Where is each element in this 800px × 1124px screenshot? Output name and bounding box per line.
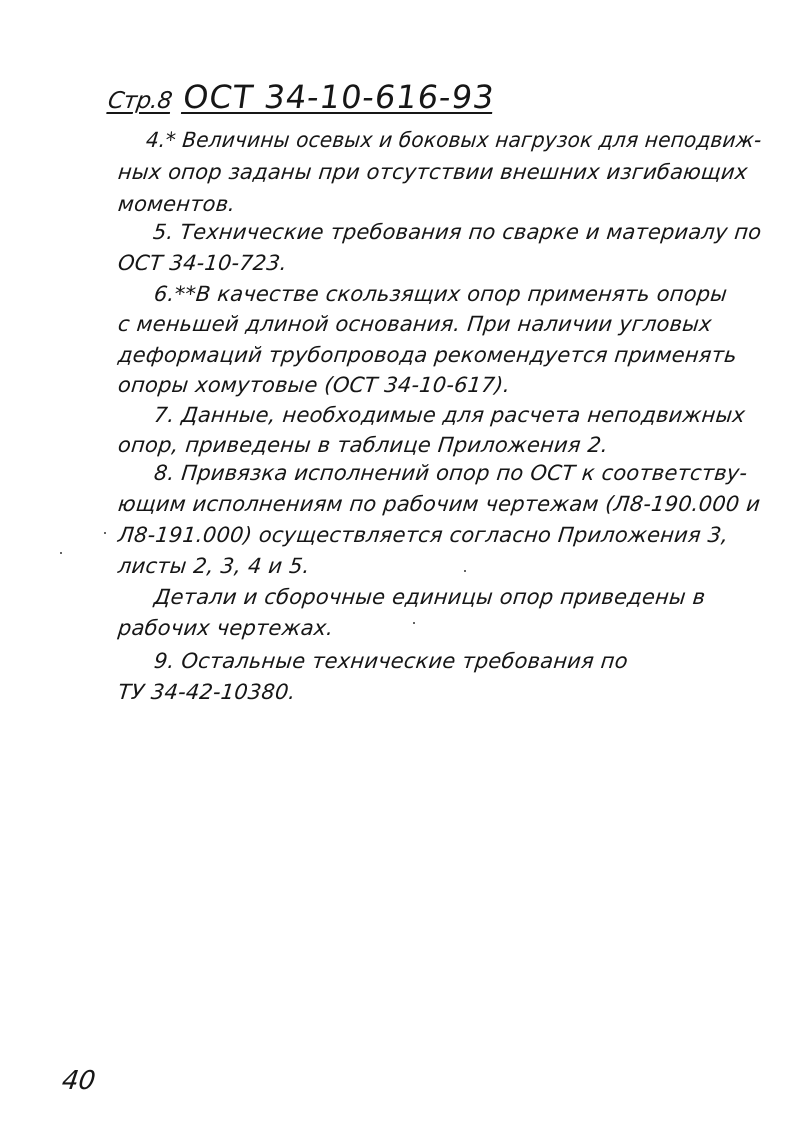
scan-speck (413, 622, 415, 624)
text-line: 5. Технические требования по сварке и материалу по (151, 220, 763, 244)
text-line: опоры хомутовые (ОСТ 34-10-617). (116, 373, 512, 397)
text-line: Л8-191.000) осуществляется согласно Приложения 3, (116, 523, 730, 547)
page-reference: Стр.8 (106, 88, 174, 114)
text-line: ТУ 34-42-10380. (116, 680, 297, 704)
text-line: рабочих чертежах. (116, 616, 335, 640)
text-line: 9. Остальные технические требования по (152, 649, 630, 673)
scan-speck (464, 570, 466, 572)
text-line: 8. Привязка исполнений опор по ОСТ к соответству- (152, 461, 749, 485)
page-number: 40 (60, 1066, 98, 1096)
text-line: ющим исполнениям по рабочим чертежам (Л8-190.000 и (116, 492, 762, 516)
text-line: листы 2, 3, 4 и 5. (116, 554, 311, 578)
text-line: моментов. (116, 192, 237, 216)
text-line: 7. Данные, необходимые для расчета неподвижных (152, 403, 747, 427)
scan-speck (104, 532, 106, 534)
standard-code: ОСТ 34-10-616-93 (180, 78, 498, 116)
scan-speck (60, 552, 62, 554)
text-line: опор, приведены в таблице Приложения 2. (116, 433, 610, 457)
text-line: 4.* Величины осевых и боковых нагрузок для неподвиж- (144, 128, 763, 152)
text-line: с меньшей длиной основания. При наличии угловых (116, 312, 714, 336)
document-header (106, 78, 497, 116)
text-line: Детали и сборочные единицы опор приведены в (152, 585, 707, 609)
text-line: ных опор заданы при отсутствии внешних изгибающих (116, 160, 749, 184)
text-line: деформаций трубопровода рекомендуется применять (116, 343, 739, 367)
text-line: 6.**В качестве скользящих опор применять опоры (152, 282, 729, 306)
text-line: ОСТ 34-10-723. (116, 251, 289, 275)
